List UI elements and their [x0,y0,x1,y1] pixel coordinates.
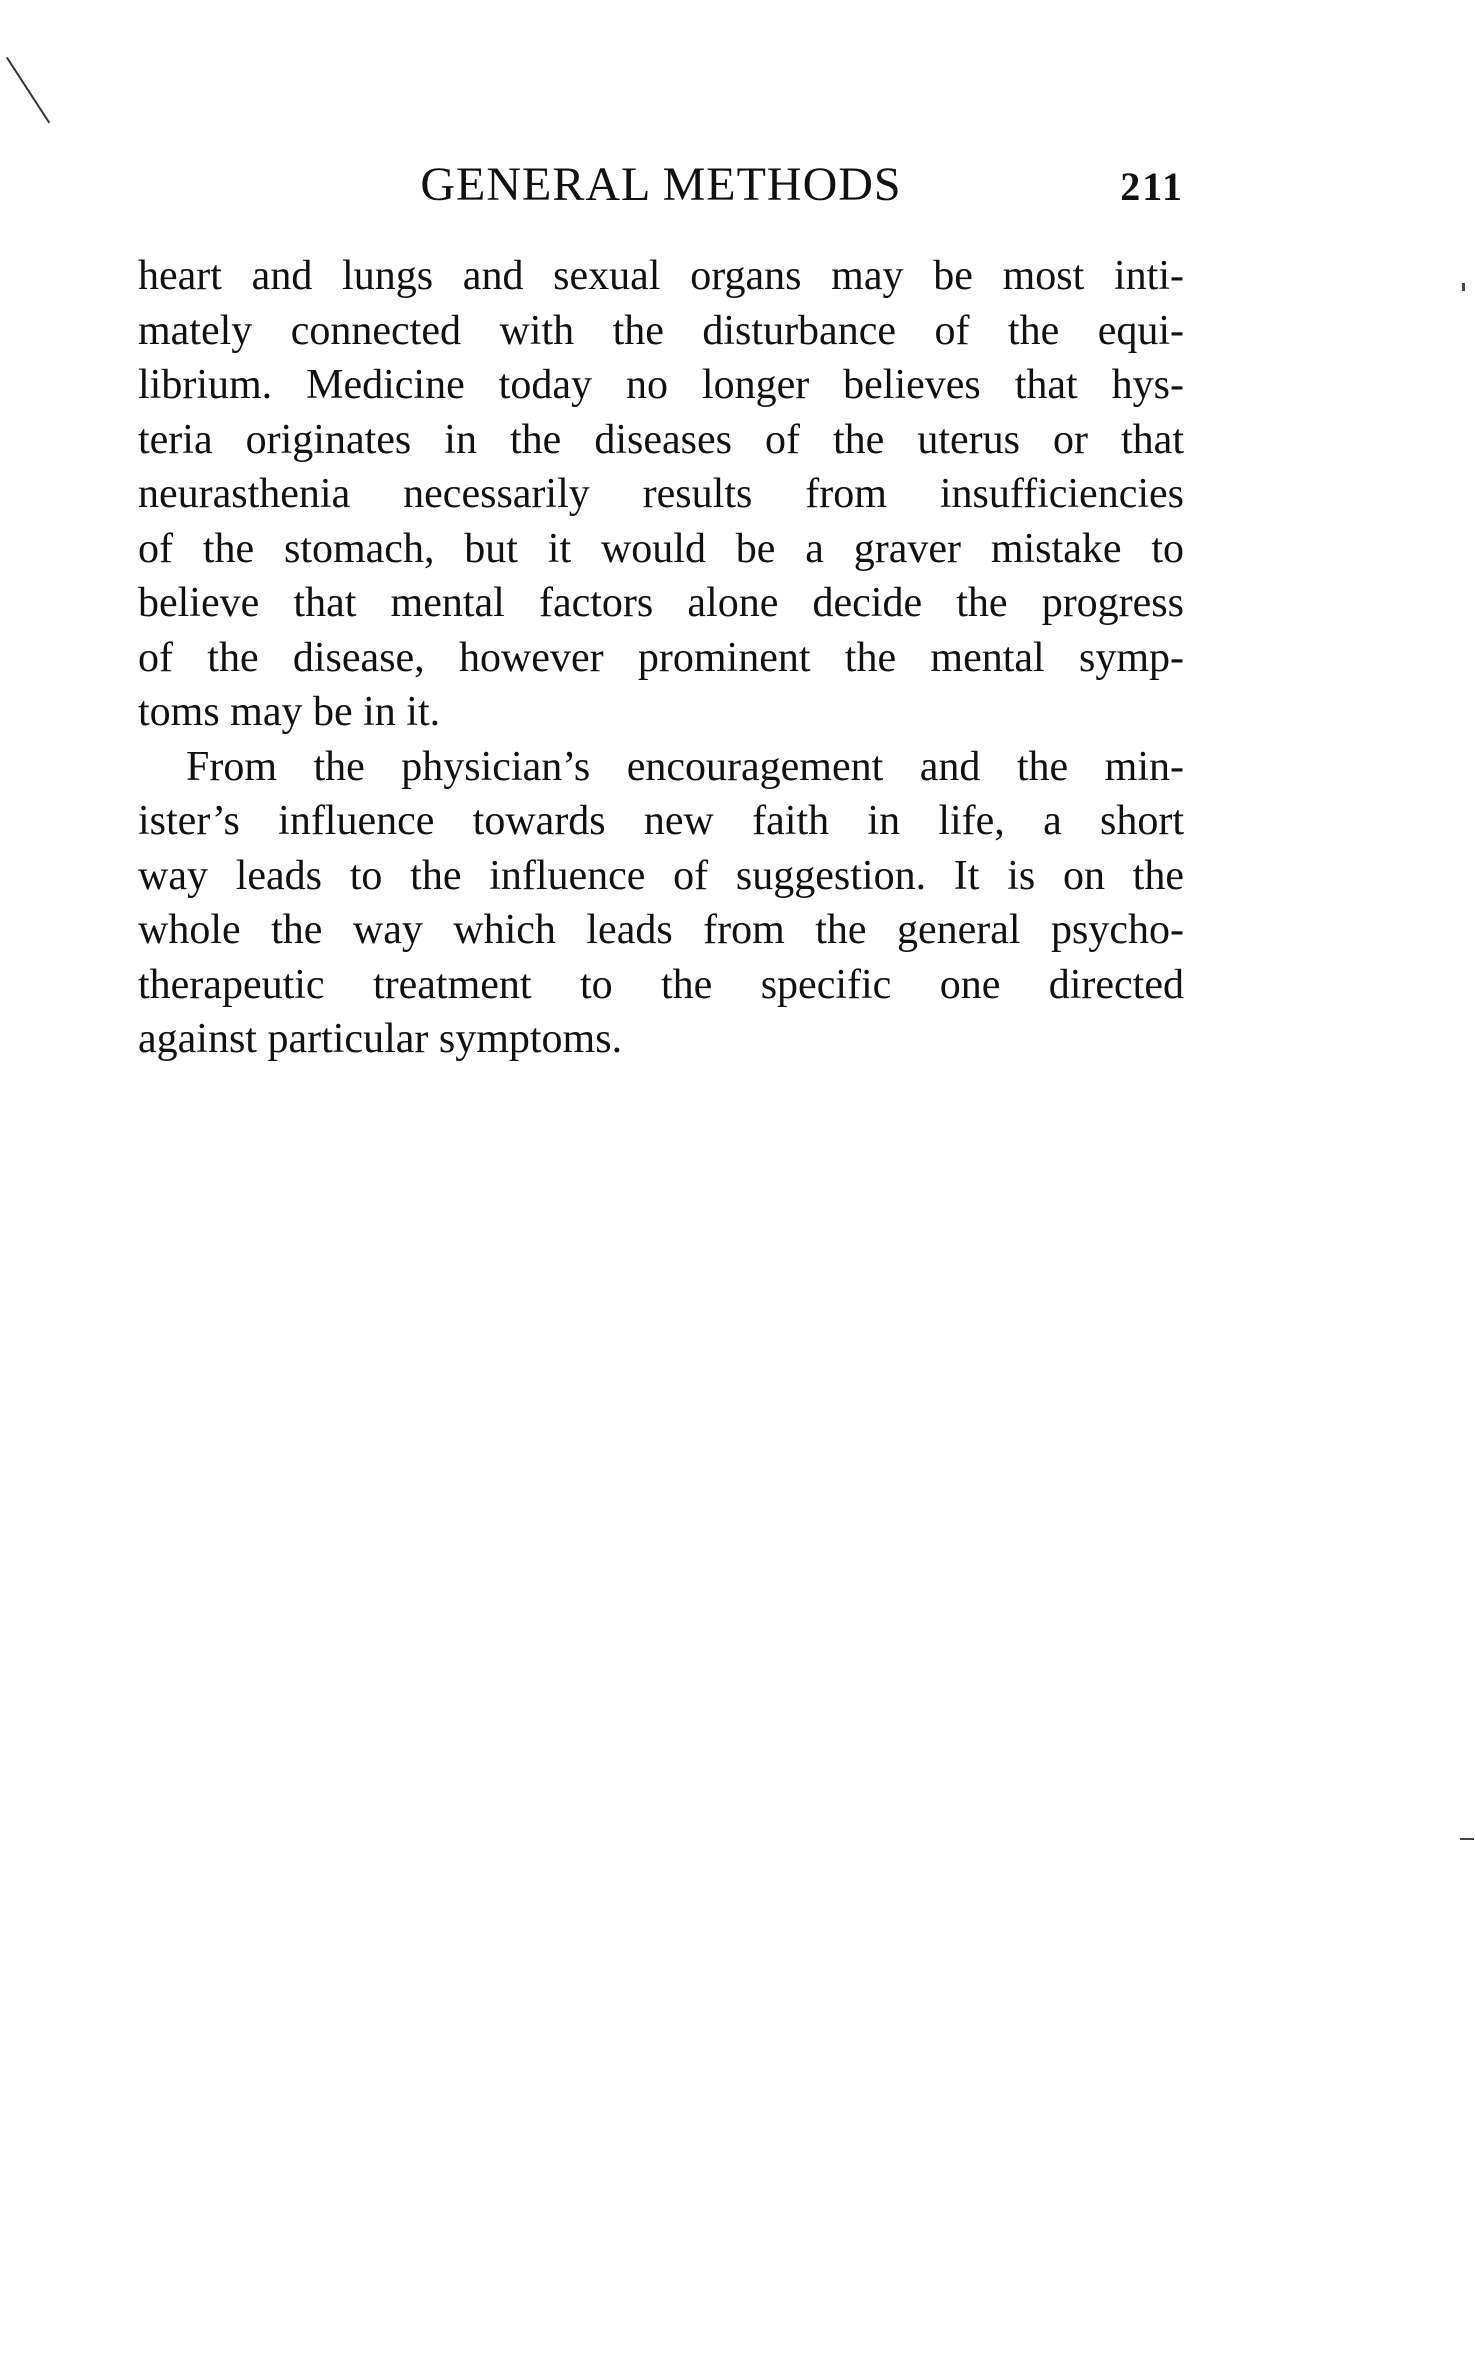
text-line: of the disease, however prominent the mental symp- [138,634,1184,681]
body-text [138,249,1184,1067]
text-line: way leads to the influence of suggestion. It is on the [138,852,1184,899]
text-line: believe that mental factors alone decide the progress [138,580,1184,626]
text-line: ister’s influence towards new faith in life, a short [138,798,1184,844]
running-head [138,150,1184,220]
text-line: neurasthenia necessarily results from insufficiencies [138,471,1184,517]
paragraph-2 [138,740,1184,1067]
page-number: 211 [1120,164,1184,209]
text-line: From the physician’s encouragement and the min- [186,743,1184,790]
scan-speck [1462,283,1465,291]
text-line: therapeutic treatment to the specific one directed [138,961,1184,1008]
scan-speck [1460,1838,1474,1840]
text-line: of the stomach, but it would be a graver mistake to [138,525,1184,572]
scan-mark [6,57,50,124]
text-line: heart and lungs and sexual organs may be most inti- [138,253,1184,299]
text-line: librium. Medicine today no longer believes that hys- [138,362,1184,408]
text-line: toms may be in it. [138,689,441,735]
running-title: GENERAL METHODS [420,158,902,211]
text-line: teria originates in the diseases of the uterus or that [138,416,1184,463]
paragraph-1 [138,249,1184,740]
text-line: whole the way which leads from the general psycho- [138,907,1184,953]
text-line: mately connected with the disturbance of the equi- [138,307,1184,354]
text-line: against particular symptoms. [138,1016,623,1062]
